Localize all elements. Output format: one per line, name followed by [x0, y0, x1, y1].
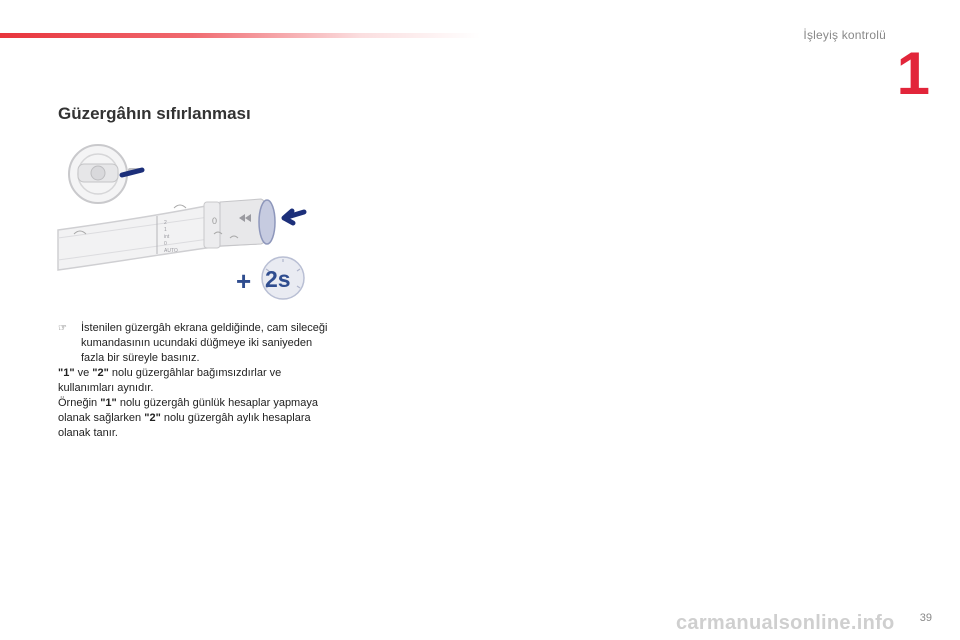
hold-2-seconds-badge [236, 257, 304, 299]
paragraph-independent-trips: "1" ve "2" nolu güzergâhlar bağımsızdırlar ve kullanımları aynıdır. [58, 367, 282, 394]
wiper-stalk-illustration [56, 142, 316, 307]
page-number: 39 [919, 612, 932, 624]
instruction-block [58, 321, 328, 441]
wiper-stalk [58, 199, 275, 270]
paragraph-example: Örneğin "1" nolu güzergâh günlük hesaplar yapmaya olanak sağlarken "2" nolu güzergâh aylık hesaplara olanak tanır. [58, 397, 318, 439]
stalk-label-int: int [164, 234, 170, 240]
stalk-label-auto: AUTO [164, 248, 178, 254]
pointing-hand-icon: ☞ [58, 323, 67, 334]
page-title: Güzergâhın sıfırlanması [58, 104, 251, 123]
stalk-label-1: 1 [164, 227, 167, 233]
instruction-paragraphs [58, 366, 328, 441]
bullet-text: İstenilen güzergâh ekrana geldiğinde, cam sileceği kumandasının ucundaki düğmeye iki saniyeden fazla bir süreyle basınız. [81, 322, 328, 364]
stalk-label-0: 0 [164, 241, 167, 247]
badge-plus: + [236, 266, 252, 296]
section-title: İşleyiş kontrolü [803, 28, 886, 42]
badge-label: 2s [265, 266, 291, 292]
stalk-label-2: 2 [164, 220, 167, 226]
header-accent-bar [0, 33, 480, 38]
push-arrow-icon [284, 211, 304, 223]
watermark: carmanualsonline.info [676, 612, 895, 634]
instruction-bullet [58, 321, 328, 366]
svg-text:0: 0 [212, 216, 218, 226]
chapter-number: 1 [896, 40, 930, 107]
